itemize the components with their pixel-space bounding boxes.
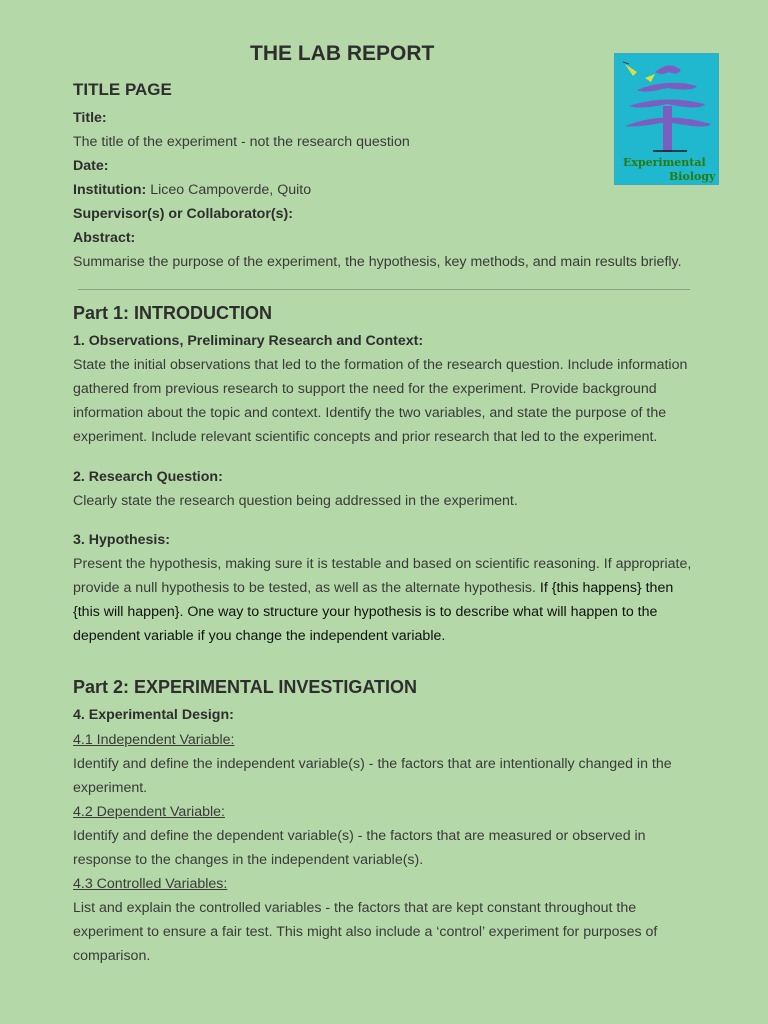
title-text: The title of the experiment - not the research question <box>73 134 410 150</box>
hypothesis-text: . One way to structure your hypothesis is to describe what will happen to the <box>179 604 658 620</box>
experimental-biology-logo <box>614 53 719 185</box>
hypothesis-line: dependent variable if you change the independent variable. <box>73 628 446 644</box>
research-question-text: Clearly state the research question being addressed in the experiment. <box>73 493 518 509</box>
controlled-variables-heading: 4.3 Controlled Variables: <box>73 876 228 892</box>
hypothesis-heading: 3. Hypothesis: <box>73 532 170 548</box>
abstract-text: Summarise the purpose of the experiment, the hypothesis, key methods, and main results briefly. <box>73 254 682 270</box>
part2-heading: Part 2: EXPERIMENTAL INVESTIGATION <box>73 677 418 697</box>
logo-text-line1: Experimental <box>623 156 706 169</box>
hypothesis-line <box>73 602 657 622</box>
dependent-variable-line: response to the changes in the independent variable(s). <box>73 852 424 868</box>
experimental-design-heading: 4. Experimental Design: <box>73 707 234 723</box>
observations-line: State the initial observations that led to the formation of the research question. Include information <box>73 357 688 373</box>
controlled-variables-line: comparison. <box>73 948 151 964</box>
hypothesis-line: Present the hypothesis, making sure it is testable and based on scientific reasoning. If appropriate, <box>73 556 692 572</box>
independent-variable-heading: 4.1 Independent Variable: <box>73 732 235 748</box>
date-label: Date: <box>73 158 109 174</box>
logo-text-line2: Biology <box>669 170 716 183</box>
observations-line: gathered from previous research to support the need for the experiment. Provide background <box>73 381 657 397</box>
title-page-heading: TITLE PAGE <box>73 80 172 99</box>
controlled-variables-line: List and explain the controlled variables - the factors that are kept constant throughout the <box>73 900 637 916</box>
dependent-variable-line: Identify and define the dependent variable(s) - the factors that are measured or observed in <box>73 828 646 844</box>
observations-line: information about the topic and context. Identify the two variables, and state the purpose of the <box>73 405 667 421</box>
hypothesis-text: provide a null hypothesis to be tested, as well as the alternate hypothesis. <box>73 580 540 596</box>
abstract-label: Abstract: <box>73 230 136 246</box>
part1-heading: Part 1: INTRODUCTION <box>73 303 273 323</box>
independent-variable-line: Identify and define the independent variable(s) - the factors that are intentionally changed in the <box>73 756 672 772</box>
hypothesis-template: {this will happen} <box>73 604 180 620</box>
hypothesis-line <box>73 578 673 598</box>
document-title: THE LAB REPORT <box>250 42 435 65</box>
research-question-heading: 2. Research Question: <box>73 469 223 485</box>
institution-line <box>73 180 311 200</box>
independent-variable-line: experiment. <box>73 780 148 796</box>
section-divider <box>78 289 690 290</box>
tree-logo-icon <box>615 54 718 154</box>
supervisor-label: Supervisor(s) or Collaborator(s): <box>73 206 293 222</box>
institution-label: Institution: <box>73 182 147 198</box>
dependent-variable-heading: 4.2 Dependent Variable: <box>73 804 225 820</box>
hypothesis-template: If {this happens} then <box>539 580 674 596</box>
controlled-variables-line: experiment to ensure a fair test. This might also include a ‘control’ experiment for purposes of <box>73 924 658 940</box>
title-label: Title: <box>73 110 107 126</box>
observations-line: experiment. Include relevant scientific concepts and prior research that led to the experiment. <box>73 429 658 445</box>
institution-value: Liceo Campoverde, Quito <box>146 182 312 198</box>
observations-heading: 1. Observations, Preliminary Research and Context: <box>73 333 424 349</box>
